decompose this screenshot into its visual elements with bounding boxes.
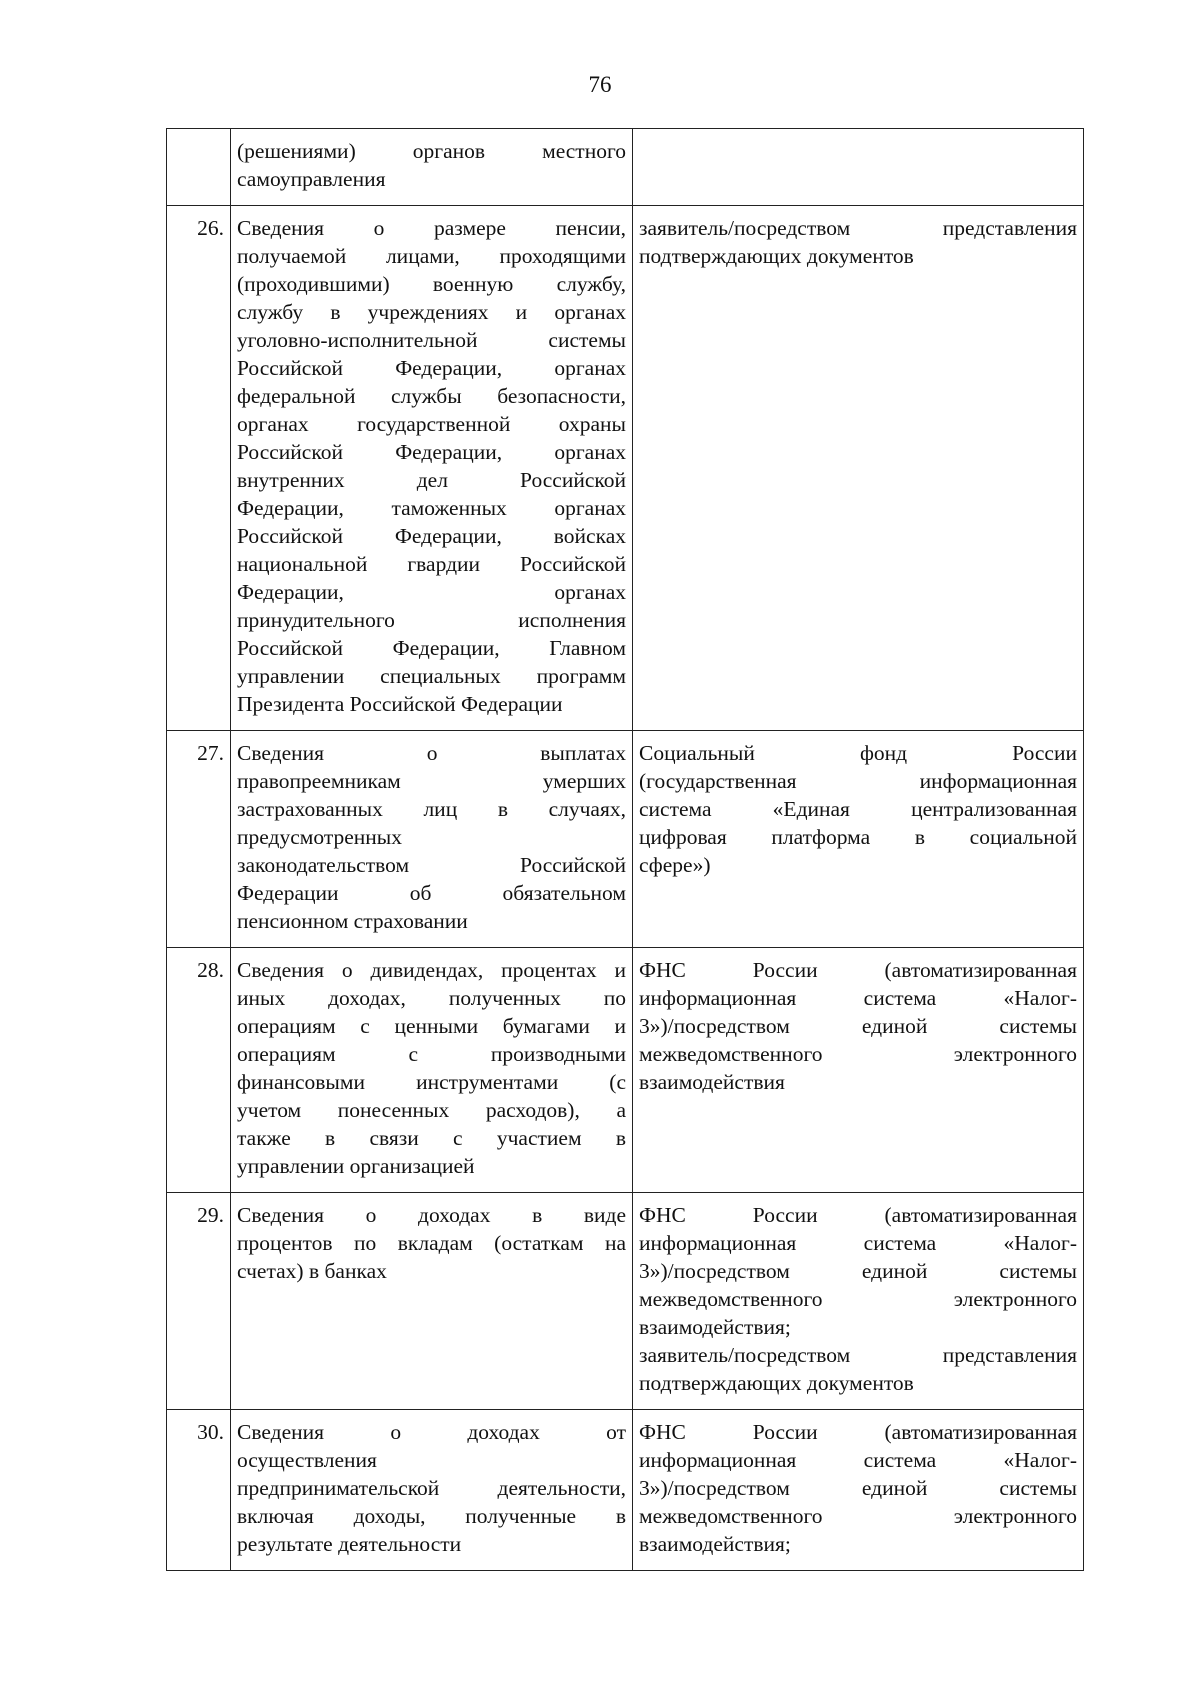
source-line: 3»)/посредством единой системы xyxy=(639,1259,1077,1283)
row-number: 29. xyxy=(167,1193,231,1410)
description-line: процентов по вкладам (остаткам на xyxy=(237,1231,626,1255)
description-line: управлении организацией xyxy=(237,1154,475,1178)
description-line: Федерации об обязательном xyxy=(237,881,626,905)
source-line: ФНС России (автоматизированная xyxy=(639,958,1077,982)
information-source xyxy=(633,731,1084,948)
description-line: Сведения о размере пенсии, xyxy=(237,216,626,240)
description-line: законодательством Российской xyxy=(237,853,626,877)
description-line: федеральной службы безопасности, xyxy=(237,384,626,408)
source-line: информационная система «Налог- xyxy=(639,986,1077,1010)
description-line: учетом понесенных расходов), а xyxy=(237,1098,626,1122)
description-line: Сведения о доходах в виде xyxy=(237,1203,626,1227)
information-source xyxy=(633,1193,1084,1410)
source-line: ФНС России (автоматизированная xyxy=(639,1203,1077,1227)
information-description xyxy=(231,948,633,1193)
description-line: застрахованных лиц в случаях, xyxy=(237,797,626,821)
description-line: Сведения о выплатах xyxy=(237,741,626,765)
description-line: правопреемникам умерших xyxy=(237,769,626,793)
table-body xyxy=(167,129,1084,1571)
description-line: операциям с ценными бумагами и xyxy=(237,1014,626,1038)
source-line: взаимодействия xyxy=(639,1070,785,1094)
table-row xyxy=(167,129,1084,206)
source-line: 3»)/посредством единой системы xyxy=(639,1476,1077,1500)
description-line: Сведения о доходах от xyxy=(237,1420,626,1444)
information-source xyxy=(633,129,1084,206)
description-line: Федерации, органах xyxy=(237,580,626,604)
source-line: сфере») xyxy=(639,853,711,877)
description-line: Российской Федерации, Главном xyxy=(237,636,626,660)
table-row xyxy=(167,1193,1084,1410)
description-line: пенсионном страховании xyxy=(237,909,468,933)
description-line: самоуправления xyxy=(237,167,386,191)
description-line: принудительного исполнения xyxy=(237,608,626,632)
description-line: финансовыми инструментами (с xyxy=(237,1070,626,1094)
row-number: 28. xyxy=(167,948,231,1193)
source-line: информационная система «Налог- xyxy=(639,1448,1077,1472)
description-line: получаемой лицами, проходящими xyxy=(237,244,626,268)
source-line: ФНС России (автоматизированная xyxy=(639,1420,1077,1444)
description-line: Президента Российской Федерации xyxy=(237,692,563,716)
description-line: также в связи с участием в xyxy=(237,1126,626,1150)
information-source xyxy=(633,1410,1084,1571)
description-line: результате деятельности xyxy=(237,1532,462,1556)
description-line: Российской Федерации, органах xyxy=(237,356,626,380)
source-line: подтверждающих документов xyxy=(639,1371,914,1395)
information-description xyxy=(231,1193,633,1410)
source-line: Социальный фонд России xyxy=(639,741,1077,765)
source-line: система «Единая централизованная xyxy=(639,797,1077,821)
source-line: заявитель/посредством представления xyxy=(639,1343,1077,1367)
source-line: информационная система «Налог- xyxy=(639,1231,1077,1255)
source-line: заявитель/посредством представления xyxy=(639,216,1077,240)
description-line: включая доходы, полученные в xyxy=(237,1504,626,1528)
information-description xyxy=(231,1410,633,1571)
information-description xyxy=(231,731,633,948)
description-line: (решениями) органов местного xyxy=(237,139,626,163)
row-number: 30. xyxy=(167,1410,231,1571)
table-row xyxy=(167,948,1084,1193)
description-line: операциям с производными xyxy=(237,1042,626,1066)
page-number: 76 xyxy=(588,72,612,97)
table-row xyxy=(167,1410,1084,1571)
description-line: осуществления xyxy=(237,1448,377,1472)
source-line: межведомственного электронного xyxy=(639,1042,1077,1066)
source-line: межведомственного электронного xyxy=(639,1504,1077,1528)
description-line: внутренних дел Российской xyxy=(237,468,626,492)
table-row xyxy=(167,206,1084,731)
description-line: (проходившими) военную службу, xyxy=(237,272,626,296)
description-line: службу в учреждениях и органах xyxy=(237,300,626,324)
row-number xyxy=(167,129,231,206)
source-line: взаимодействия; xyxy=(639,1315,791,1339)
description-line: национальной гвардии Российской xyxy=(237,552,626,576)
row-number: 26. xyxy=(167,206,231,731)
source-line: взаимодействия; xyxy=(639,1532,791,1556)
description-line: уголовно-исполнительной системы xyxy=(237,328,626,352)
information-description xyxy=(231,129,633,206)
source-line: межведомственного электронного xyxy=(639,1287,1077,1311)
description-line: управлении специальных программ xyxy=(237,664,626,688)
requirements-table xyxy=(166,128,1084,1571)
description-line: Федерации, таможенных органах xyxy=(237,496,626,520)
information-source xyxy=(633,206,1084,731)
description-line: предусмотренных xyxy=(237,825,402,849)
row-number: 27. xyxy=(167,731,231,948)
information-description xyxy=(231,206,633,731)
source-line: подтверждающих документов xyxy=(639,244,914,268)
description-line: Российской Федерации, войсках xyxy=(237,524,626,548)
information-source xyxy=(633,948,1084,1193)
description-line: иных доходах, полученных по xyxy=(237,986,626,1010)
description-line: счетах) в банках xyxy=(237,1259,387,1283)
description-line: Сведения о дивидендах, процентах и xyxy=(237,958,626,982)
source-line: 3»)/посредством единой системы xyxy=(639,1014,1077,1038)
table-row xyxy=(167,731,1084,948)
description-line: Российской Федерации, органах xyxy=(237,440,626,464)
description-line: органах государственной охраны xyxy=(237,412,626,436)
source-line: (государственная информационная xyxy=(639,769,1077,793)
source-line: цифровая платформа в социальной xyxy=(639,825,1077,849)
description-line: предпринимательской деятельности, xyxy=(237,1476,626,1500)
